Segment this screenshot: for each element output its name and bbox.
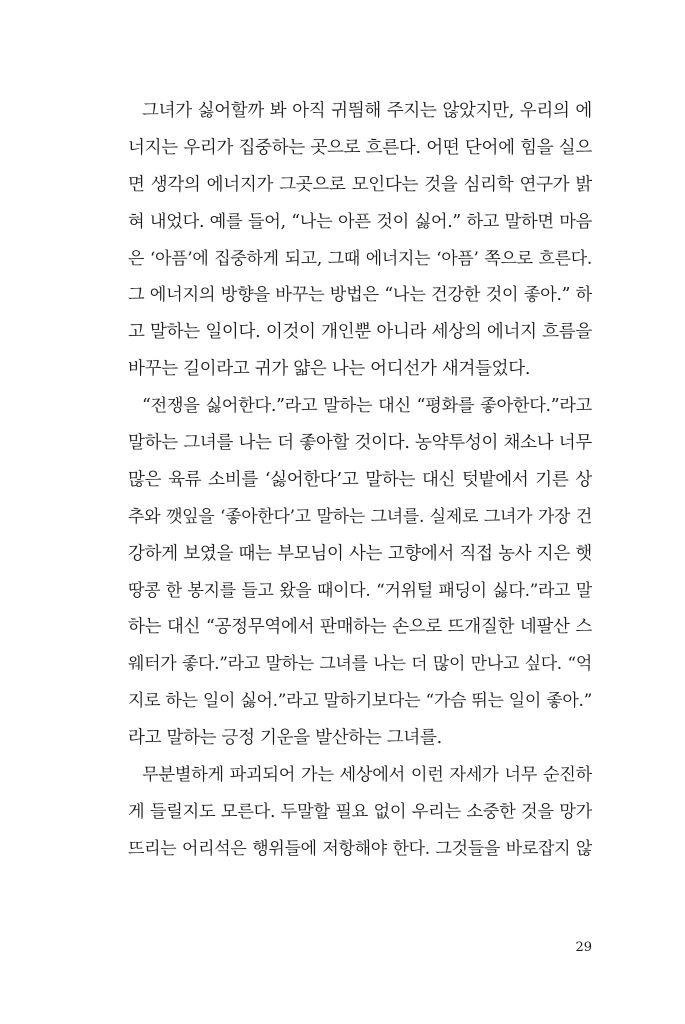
text-line: 혀 내었다. 예를 들어, “나는 아픈 것이 싫어.” 하고 말하면 마음: [128, 211, 592, 232]
text-line: “전쟁을 싫어한다.”라고 말하는 대신 “평화를 좋아한다.”라고: [142, 396, 592, 417]
text-line: 바꾸는 길이라고 귀가 얇은 나는 어디선가 새겨들었다.: [128, 359, 531, 380]
text-line: 많은 육류 소비를 ‘싫어한다’고 말하는 대신 텃밭에서 기른 상: [128, 469, 592, 490]
text-line: 웨터가 좋다.”라고 말하는 그녀를 나는 더 많이 만나고 싶다. “억: [128, 654, 592, 675]
text-line: 무분별하게 파괴되어 가는 세상에서 이런 자세가 너무 순진하: [142, 765, 592, 786]
text-line: 면 생각의 에너지가 그곳으로 모인다는 것을 심리학 연구가 밝: [128, 174, 592, 195]
body-text: [128, 93, 592, 868]
text-line: 은 ‘아픔’에 집중하게 되고, 그때 에너지는 ‘아픔’ 쪽으로 흐른다.: [128, 248, 592, 269]
text-line: 라고 말하는 긍정 기운을 발산하는 그녀를.: [128, 728, 442, 749]
text-line: 고 말하는 일이다. 이것이 개인뿐 아니라 세상의 에너지 흐름을: [128, 322, 592, 343]
text-line: 게 들릴지도 모른다. 두말할 필요 없이 우리는 소중한 것을 망가: [128, 801, 592, 822]
text-line: 추와 깻잎을 ‘좋아한다’고 말하는 그녀를. 실제로 그녀가 가장 건: [128, 506, 592, 527]
text-line: 하는 대신 “공정무역에서 판매하는 손으로 뜨개질한 네팔산 스: [128, 617, 592, 638]
text-line: 지로 하는 일이 싫어.”라고 말하기보다는 “가슴 뛰는 일이 좋아.”: [128, 691, 592, 712]
text-line: 그녀가 싫어할까 봐 아직 귀띔해 주지는 않았지만, 우리의 에: [142, 101, 592, 121]
text-line: 말하는 그녀를 나는 더 좋아할 것이다. 농약투성이 채소나 너무: [128, 433, 592, 454]
text-line: 뜨리는 어리석은 행위들에 저항해야 한다. 그것들을 바로잡지 않: [128, 838, 592, 859]
text-line: 땅콩 한 봉지를 들고 왔을 때이다. “거위털 패딩이 싫다.”라고 말: [128, 580, 592, 601]
page-number: 29: [575, 940, 592, 955]
text-line: 너지는 우리가 집중하는 곳으로 흐른다. 어떤 단어에 힘을 실으: [128, 137, 592, 158]
text-line: 강하게 보였을 때는 부모님이 사는 고향에서 직접 농사 지은 햇: [128, 543, 592, 564]
text-line: 그 에너지의 방향을 바꾸는 방법은 “나는 건강한 것이 좋아.” 하: [128, 285, 592, 306]
